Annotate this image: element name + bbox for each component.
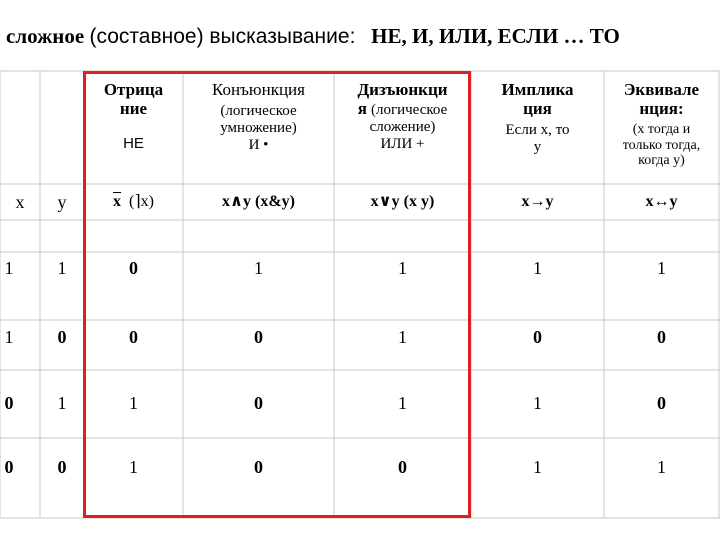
table-cell: 0: [129, 326, 138, 347]
equivalence-sub-l2: только тогда,: [622, 137, 701, 153]
negation-name-line1: Отрица: [103, 80, 164, 99]
table-cell: 1: [57, 257, 67, 278]
disjunction-sub-l2: сложение): [369, 118, 436, 135]
negation-name-line2: ние: [119, 99, 148, 119]
table-cell: 1: [398, 392, 407, 413]
negation-sub: НЕ: [123, 135, 144, 153]
negation-formula-a: $\overline{x}$: [113, 193, 122, 211]
col-header-y: y: [57, 191, 67, 212]
formula-implication: x→y: [521, 193, 554, 211]
formula-disjunction: x∨y (x y): [370, 193, 435, 211]
equivalence-sub-l1: (x тогда и: [632, 122, 691, 138]
formula-equivalence: x↔y: [645, 193, 678, 211]
table-cell: 1: [398, 326, 407, 347]
formula-negation: [84, 184, 183, 220]
table-cell: 1: [4, 257, 14, 278]
conjunction-sub-l1: (логическое: [220, 103, 297, 120]
header-equivalence: [604, 74, 719, 182]
table-cell: 1: [533, 392, 542, 413]
table-cell: 0: [657, 326, 666, 347]
header-conjunction: [183, 74, 334, 182]
title-regular: (составное) высказывание:: [89, 25, 356, 48]
disjunction-name-l2: я: [357, 99, 367, 119]
table-cell: 0: [398, 456, 407, 477]
conjunction-sub-l3: И •: [248, 136, 269, 153]
header-disjunction: [334, 74, 471, 182]
table-cell: 0: [57, 326, 67, 347]
table-cell: 1: [129, 456, 138, 477]
implication-name-l1: Имплика: [501, 80, 574, 99]
table-cell: 0: [4, 392, 14, 413]
table-cell: 1: [129, 392, 138, 413]
table-cell: 0: [533, 326, 542, 347]
table-cell: 1: [657, 257, 666, 278]
disjunction-sub-l1: (логическое: [370, 102, 448, 119]
implication-name-l2: ция: [523, 99, 552, 119]
table-cell: 1: [533, 456, 542, 477]
table-cell: 0: [57, 456, 67, 477]
equivalence-name-l2: нция:: [639, 99, 684, 119]
negation-formula-b: (⌉x): [129, 193, 154, 211]
conjunction-name: Конъюнкция: [212, 80, 305, 99]
implication-sub-l1: Если x, то: [505, 122, 570, 139]
table-cell: 1: [533, 257, 542, 278]
table-cell: 0: [254, 456, 263, 477]
table-cell: 1: [398, 257, 407, 278]
title-connectives: НЕ, И, ИЛИ, ЕСЛИ … ТО: [371, 24, 620, 48]
table-cell: 1: [657, 456, 666, 477]
conjunction-sub-l2: умножение): [220, 119, 297, 136]
col-header-x: x: [15, 191, 25, 212]
equivalence-sub-l3: когда y): [638, 153, 685, 169]
table-cell: 1: [4, 326, 14, 347]
implication-sub-l2: y: [533, 138, 542, 155]
table-cell: 0: [254, 326, 263, 347]
title-bold: сложное: [6, 24, 85, 48]
formula-conjunction: x∧y (x&y): [222, 193, 295, 211]
table-cell: 0: [129, 257, 138, 278]
table-cell: 0: [4, 456, 14, 477]
table-cell: 1: [254, 257, 263, 278]
disjunction-name-l1: Дизъюнкци: [357, 80, 448, 99]
header-negation: [84, 74, 183, 182]
disjunction-sub-l3: ИЛИ +: [380, 135, 425, 152]
table-cell: 0: [657, 392, 666, 413]
equivalence-name-l1: Эквивале: [623, 80, 700, 99]
header-implication: [471, 74, 604, 182]
table-cell: 1: [57, 392, 67, 413]
table-cell: 0: [254, 392, 263, 413]
